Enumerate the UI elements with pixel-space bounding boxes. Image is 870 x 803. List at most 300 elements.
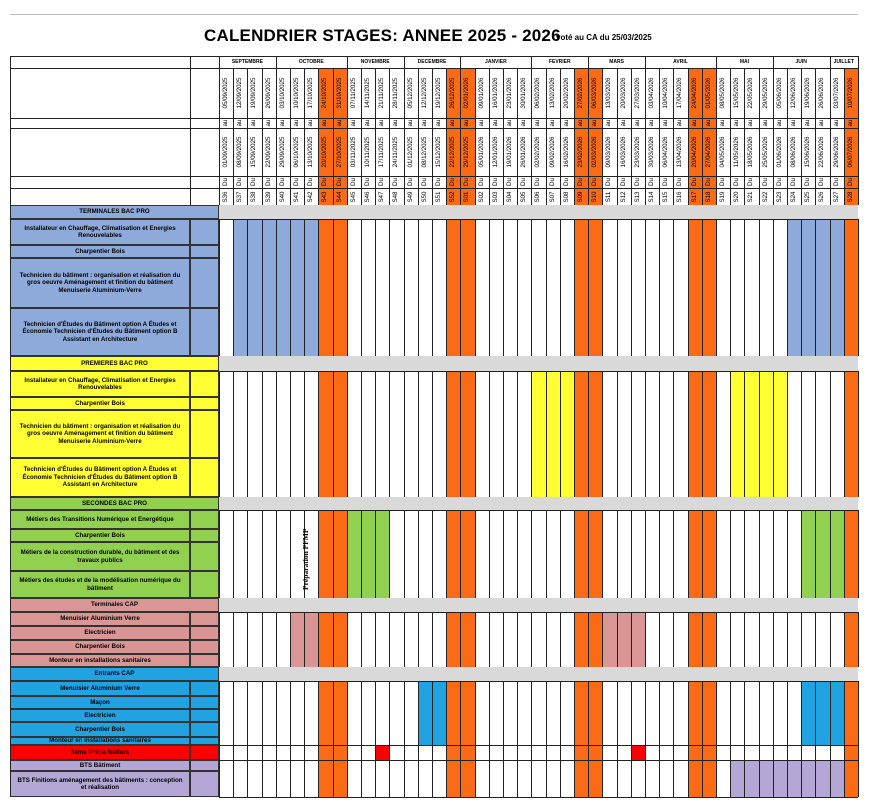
grid-col-rule xyxy=(404,510,405,598)
week-end-date-text: 08/05/2026 xyxy=(718,77,726,109)
week-end-date xyxy=(247,68,261,118)
week-number xyxy=(432,188,446,205)
grid-col-rule xyxy=(389,510,390,598)
grid-col-rule xyxy=(744,745,745,760)
month-label: FEVRIER xyxy=(548,59,571,65)
grid-col-rule xyxy=(290,219,291,356)
au-label-text: au xyxy=(236,119,244,127)
grid-col-rule xyxy=(673,612,674,667)
header-left-rule xyxy=(219,56,220,205)
au-label-text: au xyxy=(761,119,769,127)
week-end-date-text: 27/02/2026 xyxy=(576,77,584,109)
grid-col-rule xyxy=(673,760,674,797)
stage-cell xyxy=(730,760,744,771)
week-number-text: S50 xyxy=(420,190,428,203)
month-divider xyxy=(588,56,589,68)
week-end-date xyxy=(730,68,744,118)
grid-col-rule xyxy=(446,745,447,760)
grid-col-rule xyxy=(304,219,305,356)
week-start-date xyxy=(844,128,858,176)
grid-col-rule xyxy=(645,219,646,356)
grid-col-rule xyxy=(517,219,518,356)
au-label xyxy=(489,118,503,128)
du-label xyxy=(702,176,716,188)
grid-col-rule xyxy=(744,612,745,667)
vacation-cell xyxy=(702,219,716,356)
header-col-rule xyxy=(347,68,348,205)
grid-col-rule xyxy=(645,760,646,797)
week-number xyxy=(801,188,815,205)
grid-col-rule xyxy=(432,760,433,797)
du-label-text: Du xyxy=(548,178,556,186)
pfmp-preparation-note: Préparation PFMP xyxy=(301,528,310,590)
du-label-text: Du xyxy=(221,178,229,186)
grid-col-rule xyxy=(233,371,234,497)
grid-col-rule xyxy=(233,219,234,356)
week-number xyxy=(460,188,474,205)
grid-col-rule xyxy=(588,371,589,497)
week-number-text: S24 xyxy=(789,190,797,203)
du-label xyxy=(773,176,787,188)
vacation-cell xyxy=(460,219,474,356)
grid-col-rule xyxy=(546,760,547,797)
grid-col-rule xyxy=(730,510,731,598)
du-label-text: Du xyxy=(633,178,641,186)
grid-col-rule xyxy=(418,745,419,760)
row-label-spacer xyxy=(190,771,219,797)
week-end-date xyxy=(375,68,389,118)
grid-col-rule xyxy=(844,681,845,745)
grid-col-rule xyxy=(375,745,376,760)
du-label xyxy=(716,176,730,188)
grid-col-rule xyxy=(219,681,220,745)
grid-col-rule xyxy=(830,745,831,760)
du-label xyxy=(844,176,858,188)
vacation-cell xyxy=(588,760,602,797)
au-label-text: au xyxy=(505,119,513,127)
du-label-text: Du xyxy=(562,178,570,186)
grid-col-rule xyxy=(830,219,831,356)
au-label-text: au xyxy=(406,119,414,127)
grid-col-rule xyxy=(759,681,760,745)
stage-cell xyxy=(744,771,758,797)
row-label: Charpentier Bois xyxy=(10,397,190,410)
grid-col-rule xyxy=(673,745,674,760)
week-end-date-text: 28/11/2025 xyxy=(392,77,400,109)
row-label-spacer xyxy=(190,542,219,571)
du-label xyxy=(659,176,673,188)
vacation-cell xyxy=(588,219,602,356)
grid-col-rule xyxy=(702,612,703,667)
week-end-date-text: 10/04/2026 xyxy=(662,77,670,109)
row-label: BTS Finitions aménagement des bâtiments : conception et réalisation xyxy=(10,771,190,797)
week-number-text: S16 xyxy=(676,190,684,203)
grid-col-rule xyxy=(560,371,561,497)
stage-cell xyxy=(262,219,276,356)
grid-col-rule xyxy=(702,745,703,760)
grid-col-rule xyxy=(418,612,419,667)
header-col-rule xyxy=(290,68,291,205)
au-label-text: au xyxy=(520,119,528,127)
week-start-date xyxy=(673,128,687,176)
du-label xyxy=(404,176,418,188)
vacation-cell xyxy=(574,371,588,497)
grid-col-rule xyxy=(659,745,660,760)
week-start-date xyxy=(546,128,560,176)
grid-col-rule xyxy=(801,219,802,356)
grid-col-rule xyxy=(631,745,632,760)
au-label xyxy=(333,118,347,128)
week-start-date-text: 01/12/2025 xyxy=(406,136,414,168)
row-label: Menuisier Aluminium Verre xyxy=(10,612,190,626)
grid-col-rule xyxy=(815,510,816,598)
grid-col-rule xyxy=(475,219,476,356)
week-end-date xyxy=(503,68,517,118)
week-start-date xyxy=(347,128,361,176)
week-start-date-text: 08/09/2025 xyxy=(236,136,244,168)
week-number-text: S40 xyxy=(278,190,286,203)
week-start-date-text: 16/02/2026 xyxy=(562,136,570,168)
du-label-text: Du xyxy=(463,178,471,186)
week-number-text: S25 xyxy=(804,190,812,203)
du-label-text: Du xyxy=(307,178,315,186)
week-number-text: S19 xyxy=(718,190,726,203)
stage-cell xyxy=(247,219,261,356)
week-number xyxy=(617,188,631,205)
grid-col-rule xyxy=(815,745,816,760)
au-label xyxy=(830,118,844,128)
week-number xyxy=(375,188,389,205)
month-label: JUILLET xyxy=(833,59,854,65)
week-number xyxy=(546,188,560,205)
grid-col-rule xyxy=(333,681,334,745)
vacation-cell xyxy=(446,612,460,667)
grid-col-rule xyxy=(659,510,660,598)
week-end-date xyxy=(688,68,702,118)
header-col-rule xyxy=(858,68,859,205)
grid-col-rule xyxy=(290,760,291,797)
header-col-rule xyxy=(815,68,816,205)
au-label-text: au xyxy=(534,119,542,127)
grid-col-rule xyxy=(858,219,859,356)
week-start-date-text: 15/12/2025 xyxy=(434,136,442,168)
row-label: Métiers des études et de la modélisation numérique du bâtiment xyxy=(10,571,190,598)
stage-cell xyxy=(730,371,744,497)
grid-col-rule xyxy=(333,371,334,497)
du-label-text: Du xyxy=(406,178,414,186)
du-label xyxy=(347,176,361,188)
vacation-cell xyxy=(318,219,332,356)
au-label-text: au xyxy=(264,119,272,127)
grid-col-rule xyxy=(844,760,845,797)
week-end-date-text: 26/09/2025 xyxy=(264,77,272,109)
month-divider xyxy=(858,56,859,68)
stage-cell xyxy=(815,760,829,771)
au-label-text: au xyxy=(832,119,840,127)
week-start-date xyxy=(233,128,247,176)
month-label: JANVIER xyxy=(485,59,507,65)
au-label xyxy=(276,118,290,128)
week-end-date xyxy=(645,68,659,118)
header-col-rule xyxy=(801,68,802,205)
vacation-cell xyxy=(446,371,460,497)
grid-col-rule xyxy=(801,745,802,760)
week-end-date xyxy=(489,68,503,118)
au-label-text: au xyxy=(591,119,599,127)
grid-col-rule xyxy=(404,681,405,745)
grid-col-rule xyxy=(219,745,220,760)
grid-col-rule xyxy=(759,219,760,356)
week-number xyxy=(233,188,247,205)
week-number xyxy=(247,188,261,205)
stage-cell xyxy=(815,219,829,356)
du-label xyxy=(460,176,474,188)
week-end-date-text: 05/09/2025 xyxy=(221,77,229,109)
grid-col-rule xyxy=(503,745,504,760)
week-end-date xyxy=(787,68,801,118)
week-number-text: S47 xyxy=(378,190,386,203)
grid-col-rule xyxy=(801,681,802,745)
grid-col-rule xyxy=(361,510,362,598)
au-label xyxy=(702,118,716,128)
vacation-cell xyxy=(460,745,474,760)
month-divider xyxy=(716,56,717,68)
grid-col-rule xyxy=(830,510,831,598)
au-label-text: au xyxy=(633,119,641,127)
row-label: Maçon xyxy=(10,696,190,709)
au-label-text: au xyxy=(846,119,854,127)
grid-col-rule xyxy=(759,745,760,760)
au-label-text: au xyxy=(378,119,386,127)
week-number xyxy=(517,188,531,205)
grid-col-rule xyxy=(673,219,674,356)
du-label xyxy=(801,176,815,188)
week-start-date xyxy=(276,128,290,176)
au-label xyxy=(787,118,801,128)
au-label-text: au xyxy=(747,119,755,127)
du-label xyxy=(233,176,247,188)
week-number-text: S46 xyxy=(363,190,371,203)
week-end-date xyxy=(673,68,687,118)
grid-col-rule xyxy=(574,612,575,667)
row-label-spacer xyxy=(190,410,219,458)
au-label xyxy=(290,118,304,128)
row-label: Electricien xyxy=(10,709,190,722)
du-label xyxy=(432,176,446,188)
section-title: PREMIERES BAC PRO xyxy=(10,356,219,371)
vacation-cell xyxy=(446,219,460,356)
grid-col-rule xyxy=(219,371,220,497)
vacation-cell xyxy=(702,745,716,760)
week-number-text: S36 xyxy=(221,190,229,203)
week-end-date-text: 03/07/2026 xyxy=(832,77,840,109)
vacation-cell xyxy=(446,681,460,745)
week-number xyxy=(560,188,574,205)
grid-col-rule xyxy=(333,510,334,598)
vacation-cell xyxy=(460,681,474,745)
grid-col-rule xyxy=(233,745,234,760)
week-start-date-text: 22/12/2025 xyxy=(449,136,457,168)
grid-col-rule xyxy=(801,760,802,797)
stage-cell xyxy=(304,612,318,667)
grid-col-rule xyxy=(318,745,319,760)
week-number xyxy=(531,188,545,205)
du-label-text: Du xyxy=(520,178,528,186)
row-label: 3ème Prépa Métiers xyxy=(10,745,190,760)
week-end-date-text: 03/10/2025 xyxy=(278,77,286,109)
grid-col-rule xyxy=(347,510,348,598)
du-label-text: Du xyxy=(392,178,400,186)
du-label-text: Du xyxy=(775,178,783,186)
au-label xyxy=(304,118,318,128)
header-left-rule xyxy=(10,56,11,205)
grid-col-rule xyxy=(531,745,532,760)
au-label-text: au xyxy=(221,119,229,127)
week-number xyxy=(830,188,844,205)
header-col-rule xyxy=(418,68,419,205)
vacation-cell xyxy=(318,612,332,667)
week-end-date-text: 15/05/2026 xyxy=(733,77,741,109)
grid-col-rule xyxy=(361,612,362,667)
grid-col-rule xyxy=(489,681,490,745)
au-label xyxy=(432,118,446,128)
row-label: Charpentier Bois xyxy=(10,640,190,654)
grid-col-rule xyxy=(602,371,603,497)
grid-row-rule xyxy=(219,681,858,682)
au-label xyxy=(262,118,276,128)
grid-col-rule xyxy=(801,371,802,497)
du-label xyxy=(219,176,233,188)
week-end-date xyxy=(262,68,276,118)
header-col-rule xyxy=(318,68,319,205)
week-start-date xyxy=(787,128,801,176)
month-label: JUIN xyxy=(795,59,807,65)
grid-col-rule xyxy=(432,681,433,745)
vacation-cell xyxy=(702,510,716,598)
vacation-cell xyxy=(844,219,858,356)
week-end-date-text: 05/06/2026 xyxy=(775,77,783,109)
page-title: CALENDRIER STAGES: ANNEE 2025 - 2026 xyxy=(204,26,561,45)
row-label-spacer xyxy=(190,258,219,308)
grid-col-rule xyxy=(347,371,348,497)
grid-col-rule xyxy=(333,219,334,356)
vacation-cell xyxy=(318,760,332,797)
grid-col-rule xyxy=(503,612,504,667)
week-end-date-text: 16/01/2026 xyxy=(491,77,499,109)
grid-col-rule xyxy=(333,745,334,760)
row-label-spacer xyxy=(190,510,219,529)
month-label: MAI xyxy=(739,59,749,65)
week-number xyxy=(404,188,418,205)
vacation-cell xyxy=(574,510,588,598)
grid-col-rule xyxy=(276,219,277,356)
grid-col-rule xyxy=(290,371,291,497)
month-label: OCTOBRE xyxy=(298,59,324,65)
week-start-date-text: 18/05/2026 xyxy=(747,136,755,168)
grid-col-rule xyxy=(830,371,831,497)
stage-cell xyxy=(631,745,645,760)
stage-cell xyxy=(290,219,304,356)
au-label-text: au xyxy=(804,119,812,127)
grid-col-rule xyxy=(602,760,603,797)
stage-cell xyxy=(546,371,560,497)
grid-col-rule xyxy=(688,745,689,760)
grid-col-rule xyxy=(276,745,277,760)
du-label-text: Du xyxy=(477,178,485,186)
au-label-text: au xyxy=(647,119,655,127)
grid-col-rule xyxy=(560,510,561,598)
header-col-rule xyxy=(574,68,575,205)
week-start-date xyxy=(645,128,659,176)
vacation-cell xyxy=(844,371,858,497)
week-number-text: S15 xyxy=(662,190,670,203)
week-number-text: S08 xyxy=(562,190,570,203)
grid-col-rule xyxy=(602,219,603,356)
week-start-date xyxy=(503,128,517,176)
week-number-text: S23 xyxy=(775,190,783,203)
month-divider xyxy=(460,56,461,68)
grid-col-rule xyxy=(389,219,390,356)
grid-col-rule xyxy=(389,760,390,797)
week-end-date-text: 23/01/2026 xyxy=(505,77,513,109)
week-number-text: S05 xyxy=(520,190,528,203)
au-label xyxy=(617,118,631,128)
week-start-date xyxy=(531,128,545,176)
grid-col-rule xyxy=(219,760,220,797)
week-start-date xyxy=(219,128,233,176)
du-label xyxy=(375,176,389,188)
au-label xyxy=(546,118,560,128)
week-number xyxy=(304,188,318,205)
grid-col-rule xyxy=(375,681,376,745)
header-col-rule xyxy=(560,68,561,205)
grid-col-rule xyxy=(730,371,731,497)
header-col-rule xyxy=(588,68,589,205)
du-label xyxy=(830,176,844,188)
month-label: SEPTEMBRE xyxy=(231,59,263,65)
header-col-rule xyxy=(787,68,788,205)
grid-col-rule xyxy=(560,681,561,745)
grid-col-rule xyxy=(659,371,660,497)
week-end-date-text: 26/12/2025 xyxy=(449,77,457,109)
week-start-date xyxy=(418,128,432,176)
du-label xyxy=(318,176,332,188)
au-label-text: au xyxy=(307,119,315,127)
du-label xyxy=(645,176,659,188)
grid-col-rule xyxy=(432,219,433,356)
week-number-text: S28 xyxy=(846,190,854,203)
grid-col-rule xyxy=(631,371,632,497)
week-number xyxy=(602,188,616,205)
grid-col-rule xyxy=(588,760,589,797)
week-start-date xyxy=(517,128,531,176)
week-number-text: S12 xyxy=(619,190,627,203)
grid-col-rule xyxy=(233,510,234,598)
week-end-date xyxy=(333,68,347,118)
grid-col-rule xyxy=(517,510,518,598)
au-label xyxy=(759,118,773,128)
grid-col-rule xyxy=(688,612,689,667)
grid-col-rule xyxy=(602,510,603,598)
week-start-date xyxy=(247,128,261,176)
stage-cell xyxy=(375,510,389,598)
au-label-text: au xyxy=(491,119,499,127)
header-col-rule xyxy=(531,68,532,205)
au-label xyxy=(361,118,375,128)
week-number-text: S02 xyxy=(477,190,485,203)
grid-col-rule xyxy=(631,760,632,797)
grid-col-rule xyxy=(375,612,376,667)
